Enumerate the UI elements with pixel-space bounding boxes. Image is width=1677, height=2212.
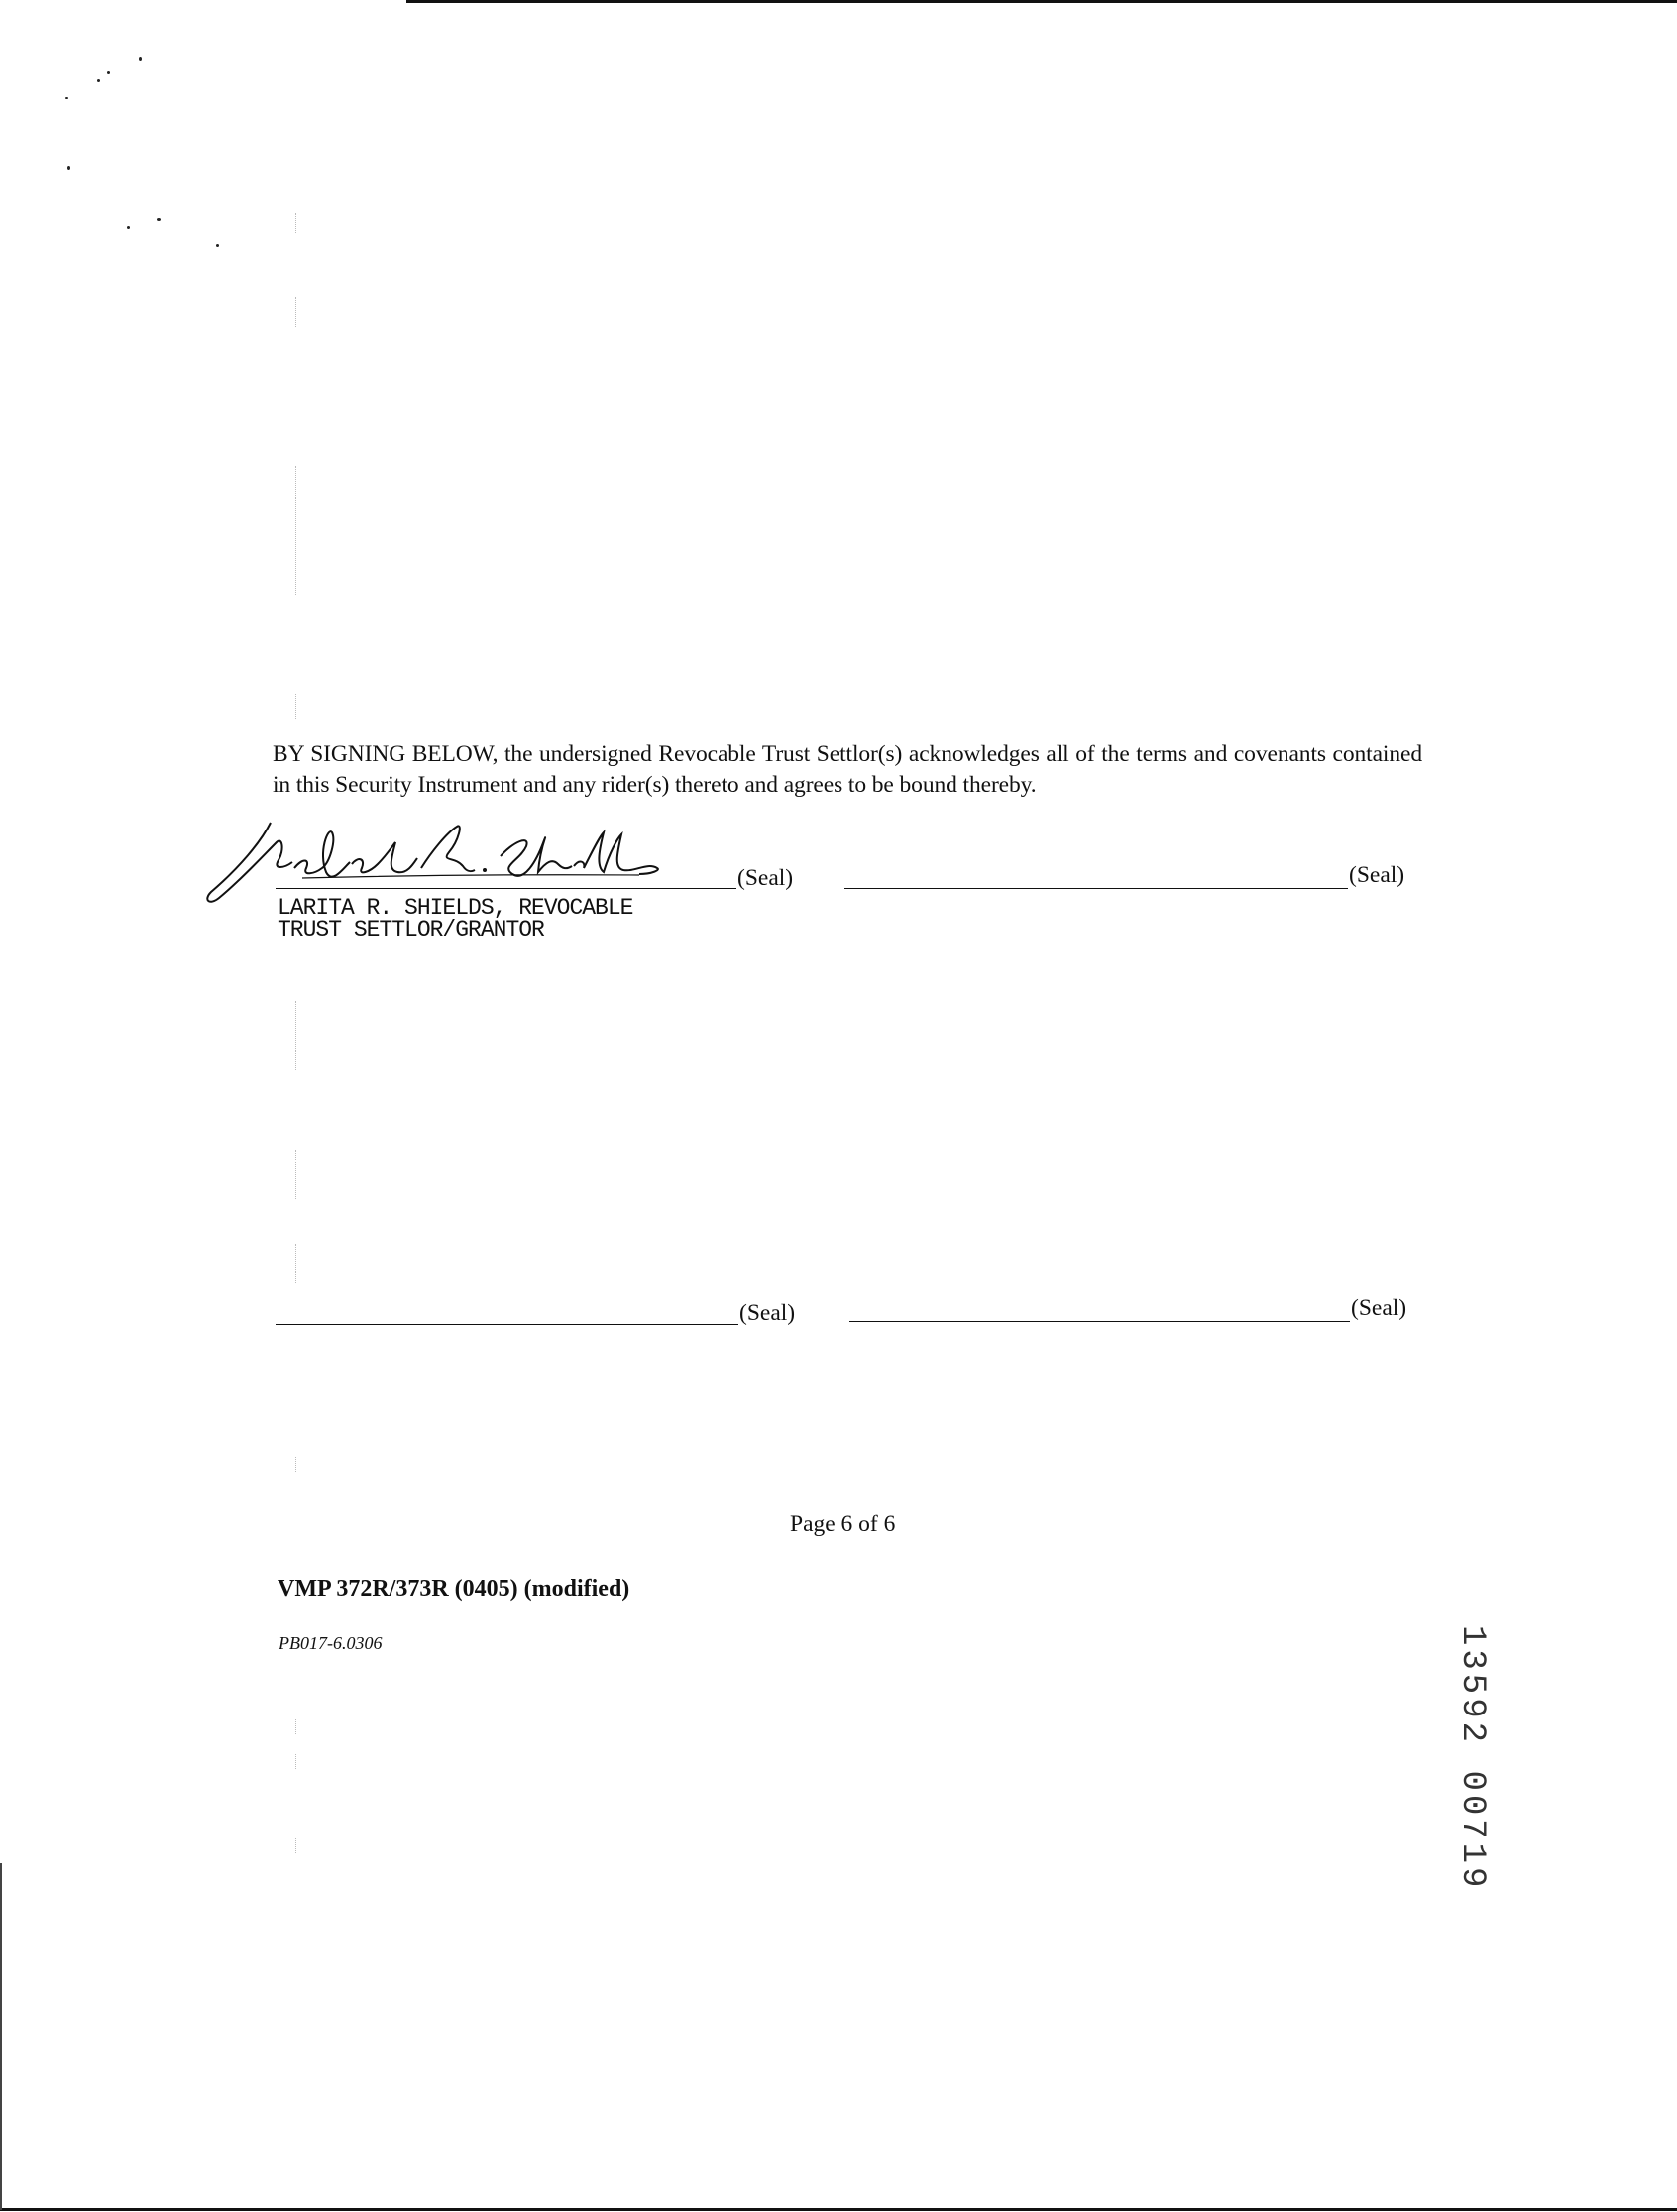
signature-line-3 bbox=[276, 1324, 738, 1325]
signer-1-name: LARITA R. SHIELDS, REVOCABLE bbox=[278, 895, 633, 921]
scan-speck bbox=[127, 226, 130, 229]
scan-top-edge bbox=[406, 0, 1677, 3]
margin-dots bbox=[295, 466, 296, 595]
margin-dots bbox=[295, 1754, 296, 1769]
signature-line-4 bbox=[849, 1321, 1350, 1322]
recording-stamp bbox=[1452, 1625, 1492, 1892]
seal-label: (Seal) bbox=[737, 865, 794, 891]
page-number: Page 6 of 6 bbox=[790, 1511, 896, 1537]
scan-bottom-edge bbox=[0, 2208, 1677, 2211]
recording-stamp-part-1: 13592 bbox=[1453, 1625, 1491, 1747]
signer-1-title: TRUST SETTLOR/GRANTOR bbox=[278, 917, 544, 942]
margin-dots bbox=[295, 1719, 296, 1734]
scan-left-edge bbox=[0, 1863, 2, 2210]
acknowledgement-text: BY SIGNING BELOW, the undersigned Revocable Trust Settlor(s) acknowledges all of the terms and covenants contained in this Security Instrument and any rider(s) thereto and agrees to be bound thereby. bbox=[273, 741, 1422, 798]
margin-dots bbox=[295, 1150, 296, 1199]
seal-label: (Seal) bbox=[1349, 862, 1405, 888]
form-code: PB017-6.0306 bbox=[279, 1633, 383, 1653]
recording-stamp-part-2: 00719 bbox=[1453, 1770, 1491, 1892]
seal-label: (Seal) bbox=[1351, 1295, 1407, 1321]
margin-dots bbox=[295, 213, 296, 233]
scan-speck bbox=[216, 244, 219, 247]
margin-dots bbox=[295, 1838, 296, 1853]
margin-dots bbox=[295, 297, 296, 327]
scan-speck bbox=[65, 97, 68, 99]
scan-speck bbox=[139, 57, 142, 61]
seal-label: (Seal) bbox=[739, 1300, 796, 1326]
scan-speck bbox=[67, 166, 70, 170]
scan-speck bbox=[157, 218, 161, 221]
form-id: VMP 372R/373R (0405) (modified) bbox=[278, 1576, 630, 1602]
margin-dots bbox=[295, 1244, 296, 1283]
scan-speck bbox=[107, 71, 110, 74]
signature-line-1 bbox=[276, 888, 736, 889]
signer-1-name-block bbox=[278, 897, 632, 940]
signature-line-2 bbox=[844, 888, 1348, 889]
margin-dots bbox=[295, 1457, 296, 1472]
margin-dots bbox=[295, 694, 296, 719]
margin-dots bbox=[295, 1001, 296, 1070]
scan-speck bbox=[97, 79, 100, 82]
